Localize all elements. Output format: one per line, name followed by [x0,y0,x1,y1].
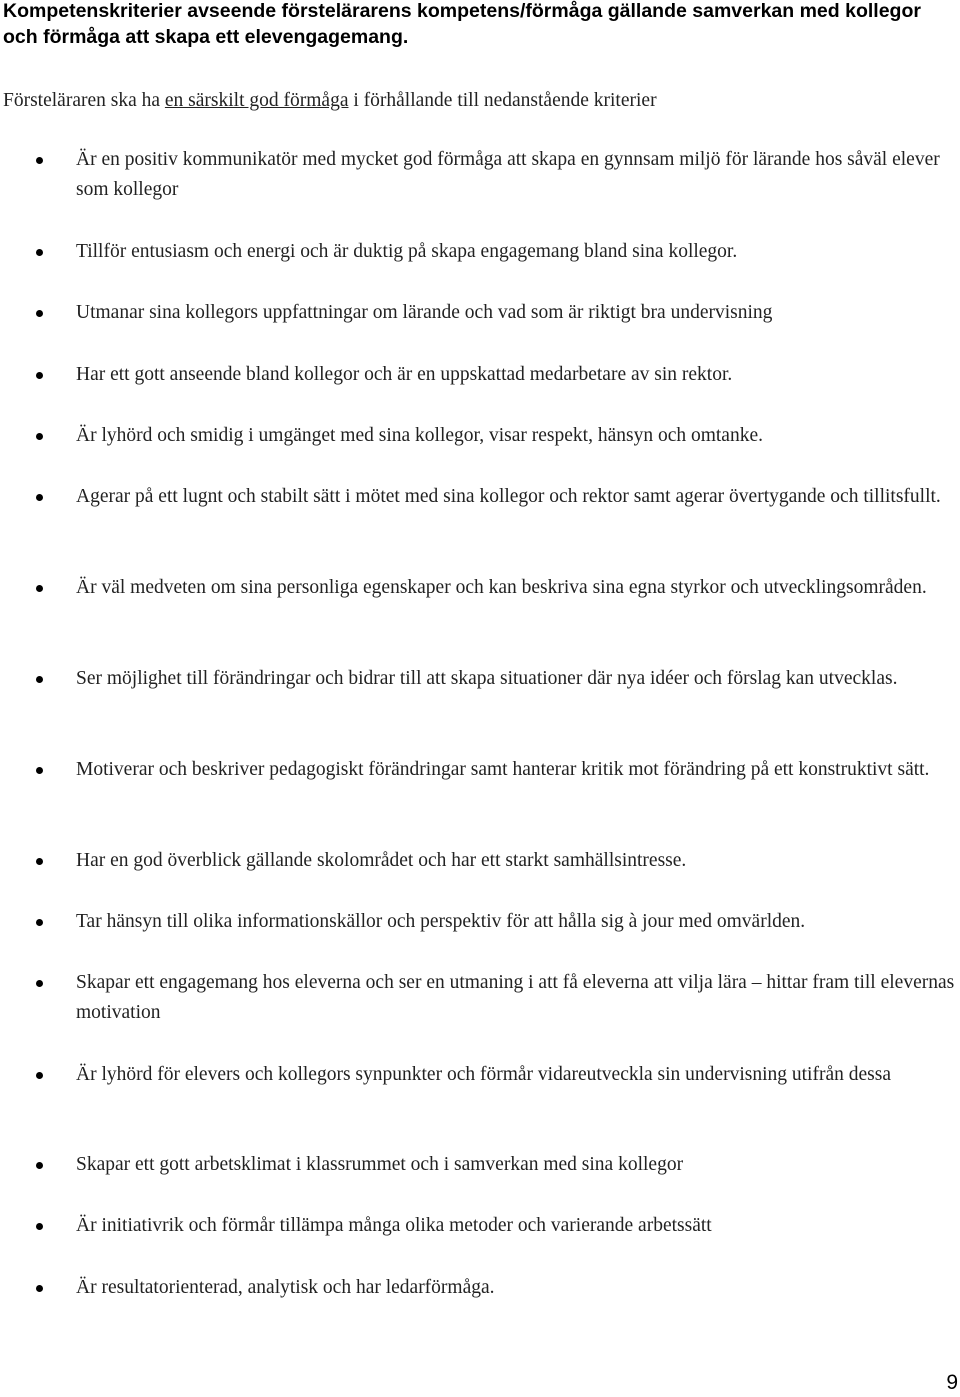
bullet-icon [36,1285,43,1292]
criteria-item-text: Tar hänsyn till olika informationskällor och perspektiv för att hålla sig à jour med omvärlden. [76,911,806,932]
criteria-item-text: Är en positiv kommunikatör med mycket god förmåga att skapa en gynnsam miljö för lärande hos såväl elever som kollegor [76,149,940,200]
intro-underlined-text: en särskilt god förmåga [164,90,349,111]
bullet-icon [36,980,43,987]
criteria-item-text: Agerar på ett lugnt och stabilt sätt i mötet med sina kollegor och rektor samt agerar övertygande och tillitsfullt. [76,486,941,507]
bullet-icon [36,767,43,774]
bullet-icon [36,249,43,256]
bullet-icon [36,585,43,592]
bullet-icon [36,676,43,683]
criteria-item-text: Skapar ett gott arbetsklimat i klassrummet och i samverkan med sina kollegor [76,1154,684,1175]
criteria-item-text: Är lyhörd och smidig i umgänget med sina kollegor, visar respekt, hänsyn och omtanke. [76,425,763,446]
bullet-icon [36,1072,43,1079]
criteria-item-text: Ser möjlighet till förändringar och bidrar till att skapa situationer där nya idéer och förslag kan utvecklas. [76,668,898,689]
bullet-icon [36,919,43,926]
intro-text-before: Försteläraren ska ha [3,90,165,111]
criteria-item-text: Tillför entusiasm och energi och är duktig på skapa engagemang bland sina kollegor. [76,241,738,262]
bullet-icon [36,433,43,440]
bullet-icon [36,310,43,317]
bullet-icon [36,1223,43,1230]
document-heading: Kompetenskriterier avseende förstelärarens kompetens/förmåga gällande samverkan med kollegor och förmåga att skapa ett elevengagemang. [3,0,921,48]
criteria-item-text: Har ett gott anseende bland kollegor och är en uppskattad medarbetare av sin rektor. [76,364,733,385]
criteria-item-text: Är lyhörd för elevers och kollegors synpunkter och förmår vidareutveckla sin undervisning utifrån dessa [76,1064,891,1085]
bullet-icon [36,1162,43,1169]
criteria-item-text: Har en god överblick gällande skolområdet och har ett starkt samhällsintresse. [76,850,687,871]
bullet-icon [36,494,43,501]
intro-text-after: i förhållande till nedanstående kriterier [348,90,657,111]
bullet-icon [36,858,43,865]
page-number: 9 [946,1371,958,1394]
bullet-icon [36,157,43,164]
criteria-item-text: Är initiativrik och förmår tillämpa många olika metoder och varierande arbetssätt [76,1215,712,1236]
intro-paragraph [3,86,953,115]
criteria-item-text: Är väl medveten om sina personliga egenskaper och kan beskriva sina egna styrkor och utvecklingsområden. [76,577,927,598]
criteria-item-text: Utmanar sina kollegors uppfattningar om lärande och vad som är riktigt bra undervisning [76,302,773,323]
criteria-item-text: Är resultatorienterad, analytisk och har ledarförmåga. [76,1277,495,1298]
criteria-item-text: Skapar ett engagemang hos eleverna och ser en utmaning i att få eleverna att vilja lära – hittar fram till elevernas motivation [76,972,955,1023]
criteria-item-text: Motiverar och beskriver pedagogiskt förändringar samt hanterar kritik mot förändring på ett konstruktivt sätt. [76,759,930,780]
bullet-icon [36,372,43,379]
